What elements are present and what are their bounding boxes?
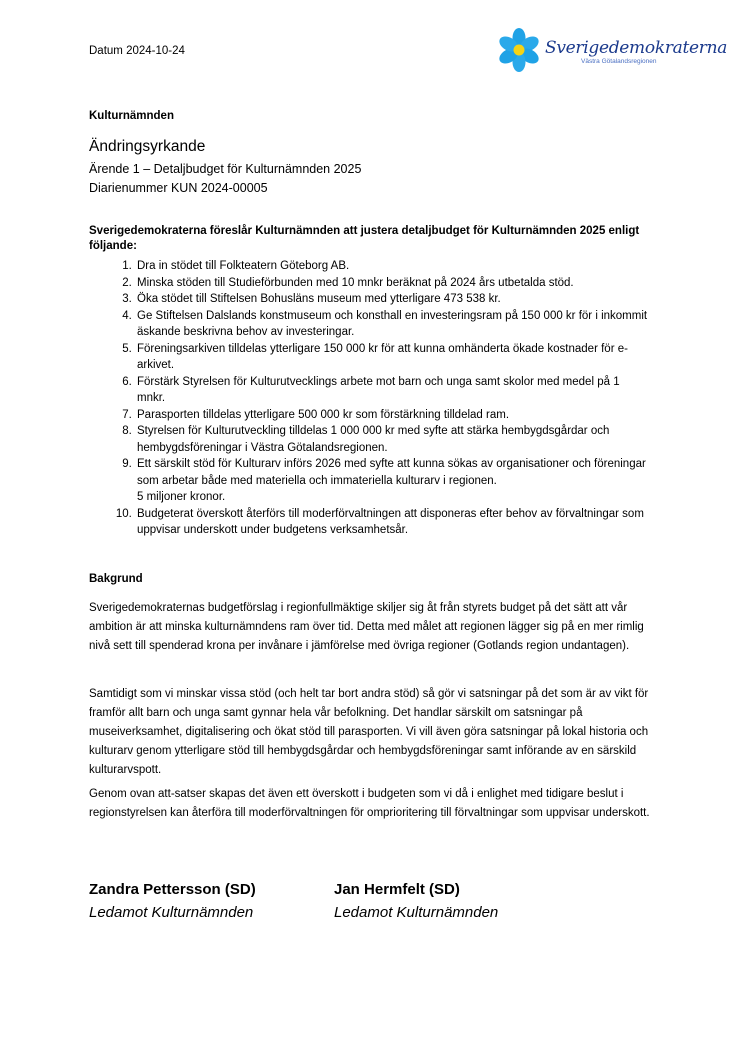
document-title: Ändringsyrkande xyxy=(89,138,206,155)
list-item: 5. Föreningsarkiven tilldelas ytterligare 150 000 kr för att kunna omhänderta ökade kostnader för e-arkivet. xyxy=(135,341,649,374)
signatory-role: Ledamot Kulturnämnden xyxy=(89,904,254,921)
registration-number: Diarienummer KUN 2024-00005 xyxy=(89,181,268,195)
signatory-name: Zandra Pettersson (SD) xyxy=(89,881,256,898)
party-logo xyxy=(497,26,728,74)
proposal-intro: Sverigedemokraterna föreslår Kulturnämnden att justera detaljbudget för Kulturnämnden 2025 enligt följande: xyxy=(89,225,640,252)
signature-block xyxy=(89,878,256,924)
list-item: 7. Parasporten tilldelas ytterligare 500 000 kr som förstärkning tilldelad ram. xyxy=(135,407,649,424)
errand-block xyxy=(89,160,361,198)
signatory-name: Jan Hermfelt (SD) xyxy=(334,881,460,898)
background-paragraph: Sverigedemokraternas budgetförslag i regionfullmäktige skiljer sig åt från styrets budget på det sätt att vår ambition är att minska kulturnämndens ram över tid. Detta med målet att regionen lägger sig på en mer rimlig nivå sett till spenderad krona per invånare i jämförelse med övriga regioner (Gotlands region undantagen). xyxy=(89,602,644,652)
list-item: 3. Öka stödet till Stiftelsen Bohusläns museum med ytterligare 473 538 kr. xyxy=(135,291,649,308)
background-heading: Bakgrund xyxy=(89,573,143,585)
committee-name: Kulturnämnden xyxy=(89,110,174,122)
proposal-list xyxy=(89,258,649,539)
list-item: 2. Minska stöden till Studieförbunden med 10 mnkr beräknat på 2024 års utbetalda stöd. xyxy=(135,275,649,292)
list-item-amount: 5 miljoner kronor. xyxy=(137,491,226,503)
document-date: Datum 2024-10-24 xyxy=(89,45,185,57)
list-item: 6. Förstärk Styrelsen för Kulturutvecklings arbete mot barn och unga samt skolor med medel på 1 mnkr. xyxy=(135,374,649,407)
list-item: 10. Budgeterat överskott återförs till moderförvaltningen att disponeras efter behov av förvaltningar som uppvisar underskott under budgetens verksamhetsår. xyxy=(135,506,649,539)
background-paragraph: Genom ovan att-satser skapas det även ett överskott i budgeten som vi då i enlighet med tidigare beslut i regionstyrelsen kan återföra till moderförvaltningen för omprioritering till förvaltningar som uppvisar underskott. xyxy=(89,788,650,819)
flower-icon xyxy=(497,26,543,74)
signature-block xyxy=(334,878,498,924)
list-item: 1. Dra in stödet till Folkteatern Göteborg AB. xyxy=(135,258,649,275)
errand-line: Ärende 1 – Detaljbudget för Kulturnämnden 2025 xyxy=(89,162,362,176)
logo-wordmark: Sverigedemokraterna xyxy=(545,38,728,58)
logo-region: Västra Götalandsregionen xyxy=(581,58,657,65)
list-item: 8. Styrelsen för Kulturutveckling tilldelas 1 000 000 kr med syfte att stärka hembygdsgårdar och hembygdsföreningar i Västra Götalandsregionen. xyxy=(135,423,649,456)
signatory-role: Ledamot Kulturnämnden xyxy=(334,904,499,921)
background-paragraph: Samtidigt som vi minskar vissa stöd (och helt tar bort andra stöd) så gör vi satsningar på det som är av vikt för framför allt barn och unga samt gynnar hela vår befolkning. Det handlar särskilt om satsningar på museiverksamhet, digitalisering och ökat stöd till parasporten. Vi vill även göra satsningar på lokal historia och kulturarv genom ytterligare stöd till hembygdsgårdar och hembygdsföreningar samt införande av en särskild kulturarvspott. xyxy=(89,688,649,776)
list-item: 9. Ett särskilt stöd för Kulturarv införs 2026 med syfte att kunna sökas av organisationer och föreningar som arbetar både med materiella och immateriella kulturarv i regionen. 5 miljoner kronor. xyxy=(135,456,649,506)
list-item: 4. Ge Stiftelsen Dalslands konstmuseum och konsthall en investeringsram på 150 000 kr för i inkommit äskande beskrivna behov av investeringar. xyxy=(135,308,649,341)
